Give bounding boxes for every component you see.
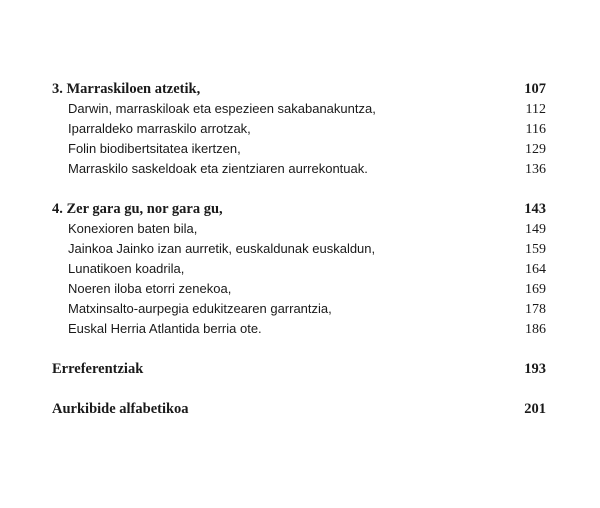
entry-title: Konexioren baten bila, (68, 221, 198, 236)
section-title: Aurkibide alfabetikoa (52, 401, 189, 417)
entry-page-number: 164 (525, 262, 546, 277)
chapter-page-number: 143 (524, 201, 546, 217)
entry-title: Matxinsalto-aurpegia edukitzearen garrantzia, (68, 301, 332, 316)
toc-entry (52, 259, 546, 279)
entry-title: Euskal Herria Atlantida berria ote. (68, 321, 262, 336)
toc-chapter-3 (52, 79, 546, 99)
toc-entry (52, 99, 546, 119)
toc-entry (52, 299, 546, 319)
entry-page-number: 178 (525, 302, 546, 317)
entry-page-number: 159 (525, 242, 546, 257)
spacer (52, 379, 546, 399)
entry-page-number: 129 (525, 142, 546, 157)
entry-title: Iparraldeko marraskilo arrotzak, (68, 121, 251, 136)
spacer (52, 179, 546, 199)
entry-title: Jainkoa Jainko izan aurretik, euskaldunak euskaldun, (68, 241, 376, 256)
chapter-title: 3. Marraskiloen atzetik, (52, 81, 201, 97)
entry-title: Marraskilo saskeldoak eta zientziaren aurrekontuak. (68, 161, 368, 176)
toc-entry (52, 119, 546, 139)
toc-entry (52, 159, 546, 179)
table-of-contents (52, 79, 546, 419)
entry-page-number: 136 (525, 162, 546, 177)
entry-page-number: 149 (525, 222, 546, 237)
section-title: Erreferentziak (52, 361, 144, 377)
toc-entry (52, 139, 546, 159)
entry-title: Lunatikoen koadrila, (68, 261, 185, 276)
entry-title: Noeren iloba etorri zenekoa, (68, 281, 232, 296)
toc-chapter-4 (52, 199, 546, 219)
toc-entry (52, 279, 546, 299)
spacer (52, 339, 546, 359)
chapter-title: 4. Zer gara gu, nor gara gu, (52, 201, 223, 217)
toc-entry (52, 219, 546, 239)
toc-entry (52, 239, 546, 259)
entry-title: Folin biodibertsitatea ikertzen, (68, 141, 241, 156)
entry-page-number: 169 (525, 282, 546, 297)
toc-entry (52, 319, 546, 339)
chapter-page-number: 107 (524, 81, 546, 97)
section-page-number: 201 (524, 401, 546, 417)
toc-section-references (52, 359, 546, 379)
entry-page-number: 112 (525, 102, 546, 117)
toc-section-index (52, 399, 546, 419)
entry-page-number: 116 (525, 122, 546, 137)
entry-page-number: 186 (525, 322, 546, 337)
section-page-number: 193 (524, 361, 546, 377)
entry-title: Darwin, marraskiloak eta espezieen sakabanakuntza, (68, 101, 376, 116)
